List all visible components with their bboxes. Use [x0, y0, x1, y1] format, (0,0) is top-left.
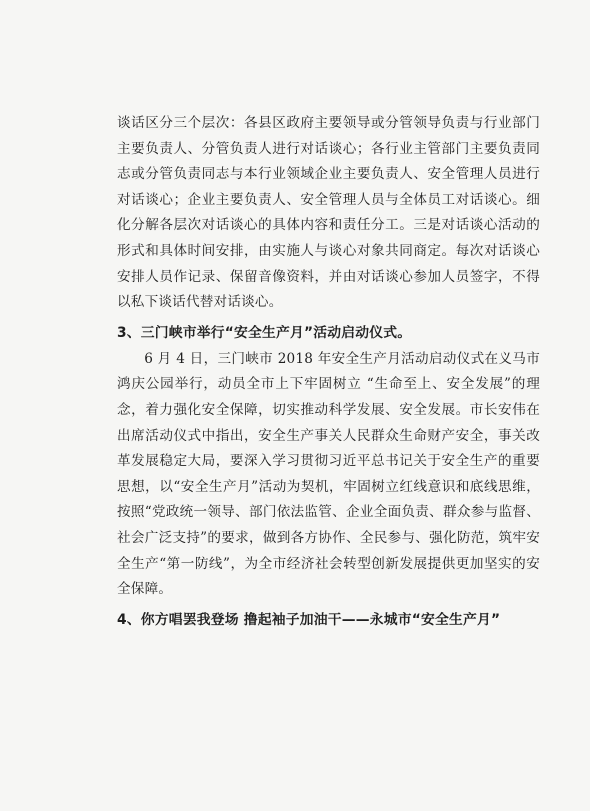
paragraph-dialogue-levels: 谈话区分三个层次：各县区政府主要领导或分管领导负责与行业部门主要负责人、分管负责人进行对话谈心；各行业主管部门主要负责同志或分管负责同志与本行业领域企业主要负责人、安全管理人员进行对话谈心；企业主要负责人、安全管理人员与全体员工对话谈心。细化分解各层次对话谈心的具体内容和责任分工。三是对话谈心活动的形式和具体时间安排，由实施人与谈心对象共同商定。每次对话谈心安排人员作记录、保留音像资料，并由对话谈心参加人员签字，不得以私下谈话代替对话谈心。: [117, 115, 540, 311]
heading-sanmenxia: 3、三门峡市举行“安全生产月”活动启动仪式。: [117, 324, 412, 341]
document-body: [117, 111, 540, 634]
heading-yongcheng: 4、你方唱罢我登场 撸起袖子加油干——永城市“安全生产月”: [117, 611, 501, 628]
paragraph-sanmenxia-ceremony: 6 月 4 日，三门峡市 2018 年安全生产月活动启动仪式在义马市鸿庆公园举行，动员全市上下牢固树立 “生命至上、安全发展”的理念，着力强化安全保障，切实推动科学发展、安全发展。市长安伟在出席活动仪式中指出，安全生产事关人民群众生命财产安全，事关改革发展稳定大局，要深入学习贯彻习近平总书记关于安全生产的重要思想，以“安全生产月”活动为契机，牢固树立红线意识和底线思维，按照“党政统一领导、部门依法监管、企业全面负责、群众参与监督、社会广泛支持”的要求，做到各方协作、全民参与、强化防范，筑牢安全生产“第一防线”，为全市经济社会转型创新发展提供更加坚实的安全保障。: [117, 350, 540, 598]
